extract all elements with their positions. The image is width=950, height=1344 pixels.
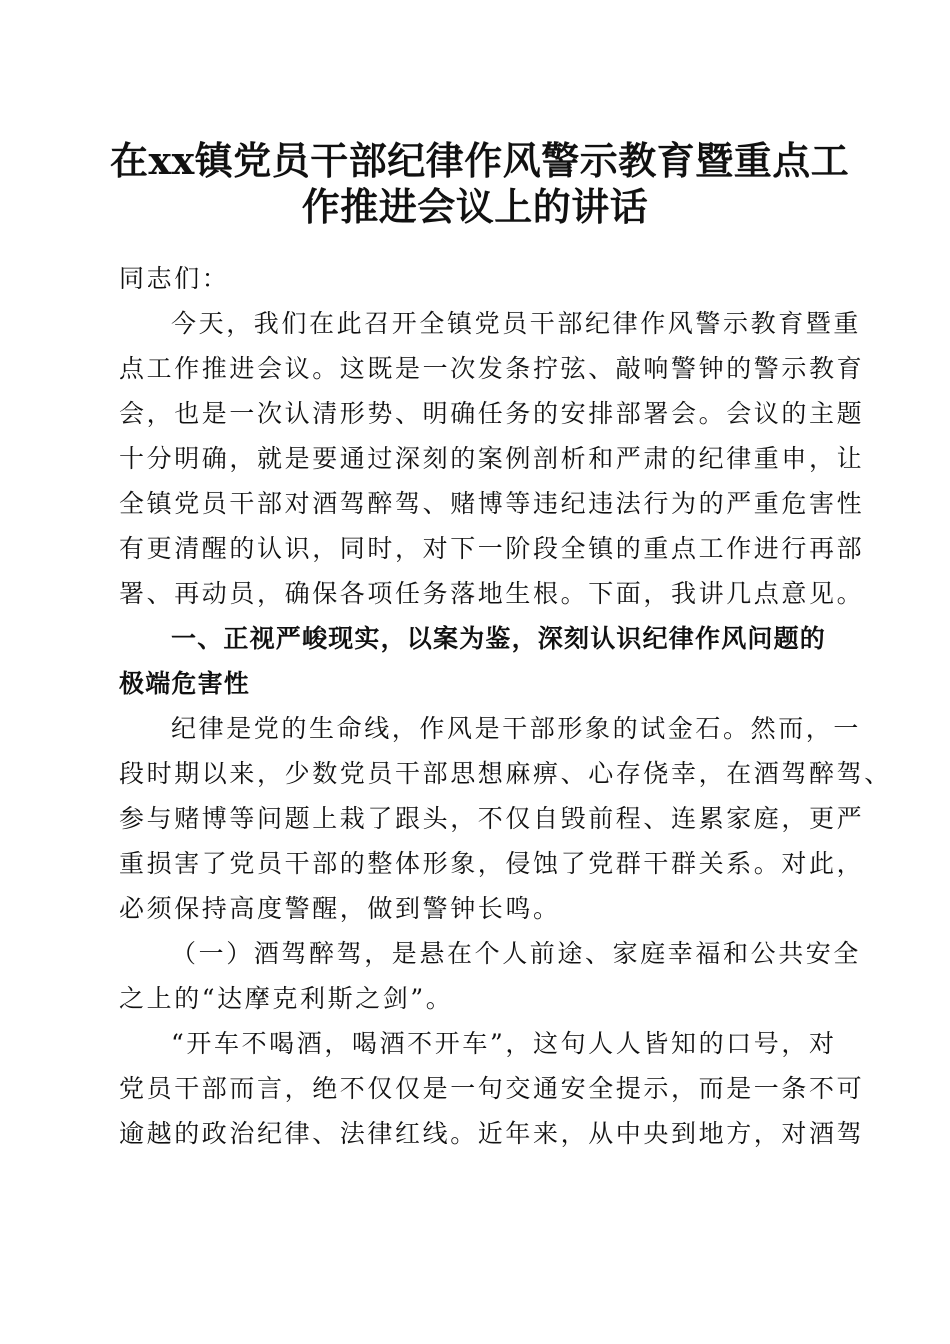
paragraph-line: 党员干部而言，绝不仅仅是一句交通安全提示，而是一条不可 — [119, 1074, 865, 1103]
salutation: 同志们： — [119, 264, 230, 293]
document-title — [110, 138, 850, 230]
paragraph-line: 参与赌博等问题上栽了跟头，不仅自毁前程、连累家庭，更严 — [119, 804, 865, 833]
paragraph-line: 十分明确，就是要通过深刻的案例剖析和严肃的纪律重申，让 — [119, 444, 865, 473]
paragraph-line: 纪律是党的生命线，作风是干部形象的试金石。然而，一 — [171, 714, 862, 743]
heading-line: 极端危害性 — [119, 669, 251, 698]
paragraph-line: 必须保持高度警醒，做到警钟长鸣。 — [119, 894, 561, 923]
subsection-heading-1 — [119, 931, 862, 1021]
title-line-2: 作推进会议上的讲话 — [301, 184, 649, 229]
paragraph-line: 点工作推进会议。这既是一次发条拧弦、敲响警钟的警示教育 — [119, 354, 865, 383]
paragraph-line: 逾越的政治纪律、法律红线。近年来，从中央到地方，对酒驾 — [119, 1119, 865, 1148]
title-line-1: 在xx镇党员干部纪律作风警示教育暨重点工 — [110, 138, 850, 183]
paragraph-line: “开车不喝酒，喝酒不开车”，这句人人皆知的口号，对 — [171, 1029, 837, 1058]
paragraph-drunk-driving — [119, 1021, 865, 1156]
paragraph-line: 全镇党员干部对酒驾醉驾、赌博等违纪违法行为的严重危害性 — [119, 489, 865, 518]
subheading-line: （一）酒驾醉驾，是悬在个人前途、家庭幸福和公共安全 — [171, 939, 862, 968]
paragraph-line: 会，也是一次认清形势、明确任务的安排部署会。会议的主题 — [119, 399, 865, 428]
heading-line: 一、正视严峻现实，以案为鉴，深刻认识纪律作风问题的 — [171, 624, 827, 653]
paragraph-line: 重损害了党员干部的整体形象，侵蚀了党群干群关系。对此， — [119, 849, 865, 878]
paragraph-line: 署、再动员，确保各项任务落地生根。下面，我讲几点意见。 — [119, 579, 865, 608]
paragraph-line: 今天，我们在此召开全镇党员干部纪律作风警示教育暨重 — [171, 309, 862, 338]
paragraph-opening — [119, 301, 865, 616]
document-body — [119, 256, 892, 1156]
subheading-line: 之上的“达摩克利斯之剑”。 — [119, 984, 454, 1013]
section-heading-1 — [119, 616, 831, 706]
paragraph-line: 有更清醒的认识，同时，对下一阶段全镇的重点工作进行再部 — [119, 534, 865, 563]
paragraph-discipline — [119, 706, 892, 931]
paragraph-line: 段时期以来，少数党员干部思想麻痹、心存侥幸，在酒驾醉驾、 — [119, 759, 892, 788]
